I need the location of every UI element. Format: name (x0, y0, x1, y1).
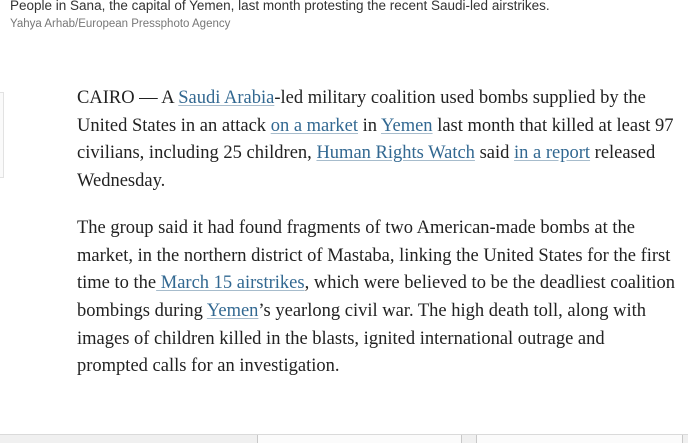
paragraph-text: ’s yearlong civil war. The high death toll, along with images of children killed in the blasts, ignited international outrage and prompted calls for an investigation. (77, 300, 646, 377)
photo-credit: Yahya Arhab/European Pressphoto Agency (10, 18, 231, 30)
link-march-15-airstrikes[interactable]: March 15 airstrikes (156, 273, 305, 294)
paragraph-text: last month that killed at least 97 civilians, including 25 children, (77, 115, 674, 164)
paragraph-text: , which were believed to be the deadliest coalition bombings during (77, 273, 675, 321)
paragraph-text: The group said it had found fragments of two American-made bombs at the market, in the northern district of Mastaba, linking the United States for the first time to the (77, 217, 671, 294)
scrollbar-segment[interactable] (257, 435, 462, 443)
paragraph-text: -led military coalition used bombs supplied by the United States in an attack (77, 88, 646, 136)
horizontal-scrollbar[interactable] (0, 434, 688, 443)
dateline-text: CAIRO — A (77, 88, 179, 108)
paragraph-text: said (474, 143, 514, 164)
paragraph-text: in (358, 115, 381, 136)
link-on-a-market[interactable]: on a market (270, 115, 359, 136)
link-human-rights-watch[interactable]: Human Rights Watch (316, 143, 475, 164)
side-tab[interactable] (0, 92, 4, 178)
link-yemen[interactable]: Yemen (380, 115, 433, 136)
link-yemen[interactable]: Yemen (206, 300, 259, 321)
article-body (77, 85, 677, 400)
paragraph-2 (77, 215, 677, 381)
scrollbar-segment[interactable] (476, 435, 683, 443)
photo-caption: People in Sana, the capital of Yemen, last month protesting the recent Saudi-led airstrikes. (10, 0, 550, 13)
link-in-a-report[interactable]: in a report (514, 143, 591, 164)
paragraph-text: released Wednesday. (77, 143, 656, 192)
link-saudi-arabia[interactable]: Saudi Arabia (178, 88, 275, 108)
paragraph-1 (77, 85, 677, 196)
